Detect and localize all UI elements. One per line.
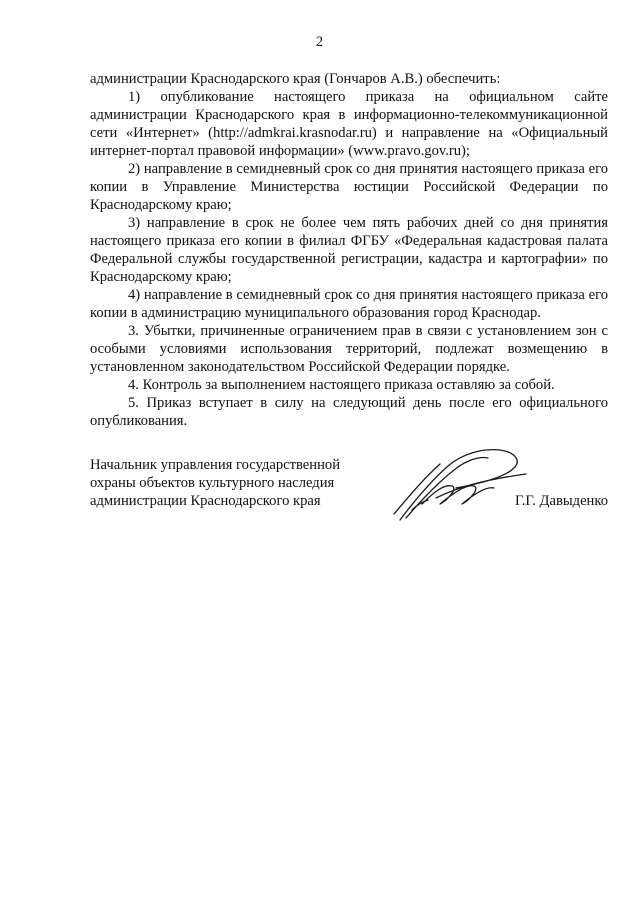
document-body <box>90 70 608 430</box>
signature-block <box>90 456 610 526</box>
paragraph-clause-4: 4. Контроль за выполнением настоящего приказа оставляю за собой. <box>128 377 555 393</box>
page-number: 2 <box>315 34 324 50</box>
paragraph-item-3: 3) направление в срок не более чем пять рабочих дней со дня принятия настоящего приказа его копии в филиал ФГБУ «Федеральная кадастровая палата Федеральной службы государственной регистрации, кадастра и картографии» по Краснодарскому краю; <box>90 215 608 285</box>
paragraph-item-4: 4) направление в семидневный срок со дня принятия настоящего приказа его копии в администрацию муниципального образования город Краснодар. <box>90 287 608 321</box>
paragraph-item-2: 2) направление в семидневный срок со дня принятия настоящего приказа его копии в Управление Министерства юстиции Российской Федерации по Краснодарскому краю; <box>90 161 608 213</box>
signer-title-line: администрации Краснодарского края <box>90 493 321 509</box>
paragraph-item-1: 1) опубликование настоящего приказа на официальном сайте администрации Краснодарского края в информационно-телекоммуникационной сети «Интернет» (http://admkrai.krasnodar.ru) и направление на «Официальный интернет-портал правовой информации» (www.pravo.gov.ru); <box>90 89 608 159</box>
paragraph-clause-5: 5. Приказ вступает в силу на следующий день после его официального опубликования. <box>90 395 608 429</box>
handwritten-signature-icon <box>382 444 532 526</box>
paragraph-clause-3: 3. Убытки, причиненные ограничением прав в связи с установлением зон с особыми условиями использования территорий, подлежат возмещению в установленном законодательством Российской Федерации порядке. <box>90 323 608 375</box>
signer-title-line: Начальник управления государственной <box>90 457 341 473</box>
signer-title <box>90 456 390 510</box>
signer-title-line: охраны объектов культурного наследия <box>90 475 335 491</box>
signer-name: Г.Г. Давыденко <box>514 493 608 509</box>
paragraph-intro: администрации Краснодарского края (Гончаров А.В.) обеспечить: <box>90 71 501 87</box>
